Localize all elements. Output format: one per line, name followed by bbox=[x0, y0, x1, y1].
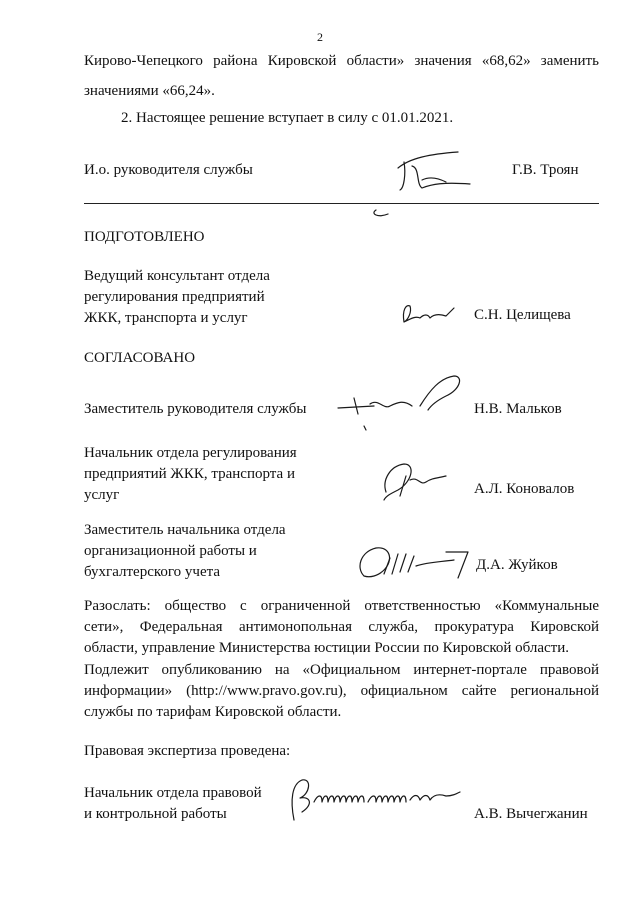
position-line: Начальник отдела регулирования bbox=[84, 445, 297, 461]
paragraph-line: области, управление Министерства юстиции России по Кировской области. bbox=[84, 640, 570, 656]
position-line: организационной работы и bbox=[84, 543, 257, 559]
signer-position bbox=[84, 520, 286, 583]
position-line: Ведущий консультант отдела bbox=[84, 268, 270, 284]
position-line: и контрольной работы bbox=[84, 806, 227, 822]
signer-position bbox=[84, 443, 297, 506]
paragraph-line: сети», Федеральная антимонопольная служба, прокуратура Кировской bbox=[84, 619, 599, 635]
paragraph-line: Разослать: общество с ограниченной ответственностью «Коммунальные bbox=[84, 598, 599, 614]
signer-position: Заместитель руководителя службы bbox=[84, 401, 307, 417]
agreed-heading: СОГЛАСОВАНО bbox=[84, 350, 196, 366]
paragraph-line: информации» (http://www.pravo.gov.ru), официальном сайте региональной bbox=[84, 683, 599, 699]
signer-signature-image bbox=[376, 456, 456, 506]
point-2-text: 2. Настоящее решение вступает в силу с 01.01.2021. bbox=[121, 110, 454, 126]
intro-word: значения bbox=[414, 53, 472, 69]
intro-line-2: значениями «66,24». bbox=[84, 83, 215, 99]
position-line: услуг bbox=[84, 487, 120, 503]
intro-word: Кирово-Чепецкого bbox=[84, 53, 203, 69]
signer-signature-image bbox=[350, 538, 480, 588]
legal-review-position bbox=[84, 783, 262, 825]
head-position: И.о. руководителя службы bbox=[84, 162, 253, 178]
position-line: бухгалтерского учета bbox=[84, 564, 221, 580]
legal-review-signature-image bbox=[284, 770, 464, 830]
position-line: ЖКК, транспорта и услуг bbox=[84, 310, 248, 326]
page-number: 2 bbox=[317, 30, 323, 44]
position-line: регулирования предприятий bbox=[84, 289, 265, 305]
head-signature-image bbox=[360, 148, 480, 228]
signer-name: А.Л. Коновалов bbox=[474, 481, 575, 497]
signer-name: Д.А. Жуйков bbox=[476, 557, 558, 573]
intro-word: заменить bbox=[540, 53, 599, 69]
signer-name: Н.В. Мальков bbox=[474, 401, 562, 417]
paragraph-line: Подлежит опубликованию на «Официальном интернет-портале правовой bbox=[84, 662, 599, 678]
prepared-heading: ПОДГОТОВЛЕНО bbox=[84, 229, 205, 245]
distribution-paragraph bbox=[84, 596, 599, 659]
position-line: Заместитель начальника отдела bbox=[84, 522, 286, 538]
legal-review-statement: Правовая экспертиза проведена: bbox=[84, 743, 291, 759]
intro-word: области» bbox=[346, 53, 405, 69]
prepared-signature-image bbox=[396, 300, 456, 330]
legal-review-name: А.В. Вычегжанин bbox=[474, 806, 588, 822]
publication-paragraph bbox=[84, 660, 599, 723]
separator-line bbox=[84, 203, 599, 204]
position-line: Начальник отдела правовой bbox=[84, 785, 262, 801]
intro-word: района bbox=[213, 53, 258, 69]
intro-word: Кировской bbox=[267, 53, 337, 69]
paragraph-line: службы по тарифам Кировской области. bbox=[84, 704, 342, 720]
intro-word: «68,62» bbox=[481, 53, 531, 69]
head-name: Г.В. Троян bbox=[512, 162, 579, 178]
signer-signature-image bbox=[330, 370, 470, 440]
prepared-position bbox=[84, 266, 270, 329]
intro-line-1 bbox=[84, 51, 599, 72]
prepared-name: С.Н. Целищева bbox=[474, 307, 571, 323]
position-line: предприятий ЖКК, транспорта и bbox=[84, 466, 295, 482]
